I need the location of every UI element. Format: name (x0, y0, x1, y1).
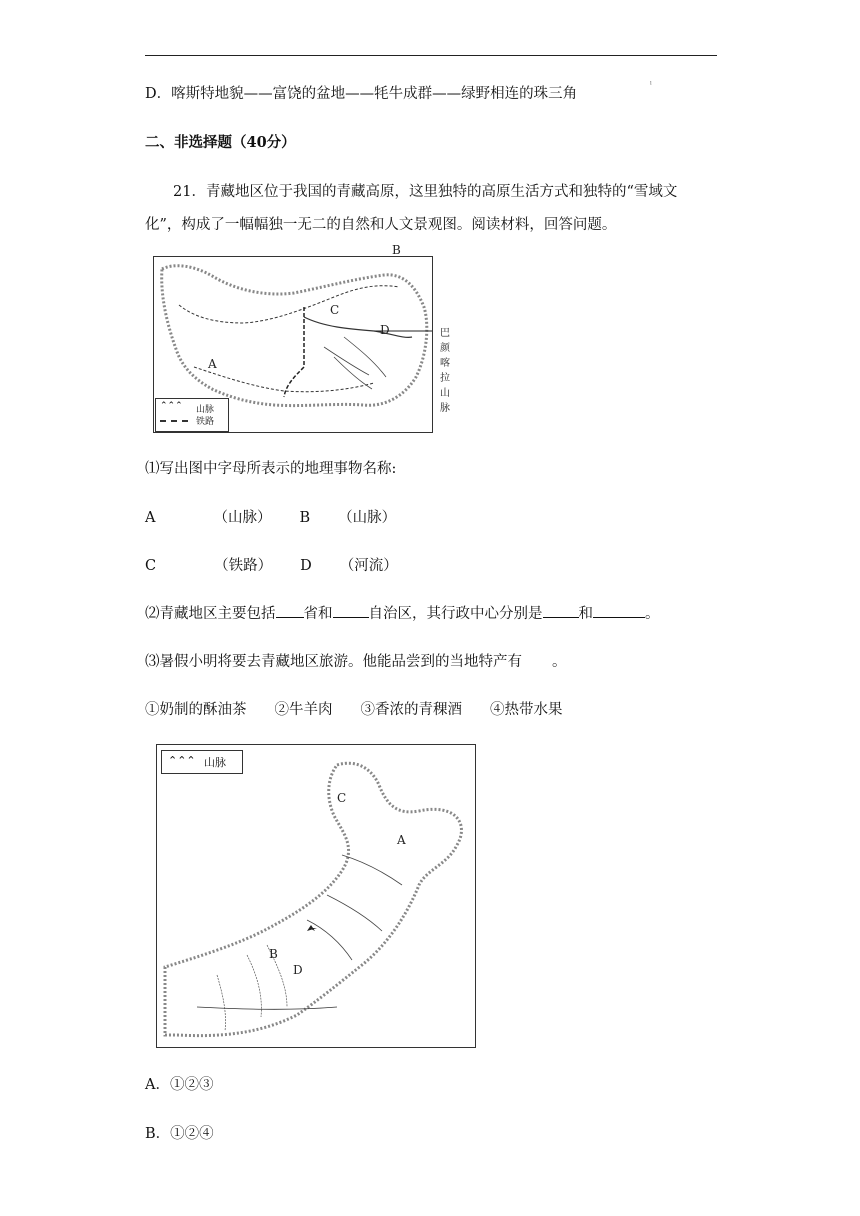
map2-label-b: B (269, 947, 278, 961)
part2-text1: ⑵青藏地区主要包括 (145, 606, 276, 622)
legend-mountain-label: 山脉 (196, 405, 215, 415)
q21-line1: 21．青藏地区位于我国的青藏高原，这里独特的高原生活方式和独特的“雪域文 (173, 184, 678, 200)
part1-row1 (145, 506, 396, 527)
q21-line2: 化”，构成了一幅幅独一无二的自然和人文景观图。阅读材料，回答问题。 (145, 217, 617, 233)
part2-text4: 和 (578, 606, 593, 622)
type-d: （河流） (339, 558, 398, 574)
header-rule (145, 55, 717, 56)
part3-prompt: ⑶暑假小明将要去青藏地区旅游。他能品尝到的当地特产有 (145, 654, 522, 670)
map2-label-d: D (293, 963, 303, 977)
part2-text3: 自治区，其行政中心分别是 (368, 606, 543, 622)
map2-legend-label: 山脉 (204, 756, 226, 769)
label-b: B (299, 510, 311, 526)
part3-choices (145, 698, 563, 719)
map1-label-d: D (380, 323, 390, 337)
answer-b[interactable]: B．①②④ (145, 1126, 214, 1142)
type-a: （山脉） (213, 510, 272, 526)
map1-label-a: A (208, 357, 217, 371)
map2-drawing (157, 745, 475, 1047)
blank-capital2[interactable] (593, 603, 645, 618)
part1-prompt: ⑴写出图中字母所表示的地理事物名称: (145, 461, 397, 477)
northeast-map (156, 744, 476, 1048)
label-c: C (145, 558, 157, 574)
map1-label-c: C (330, 303, 340, 317)
section-title: 二、非选择题（40分） (145, 134, 296, 151)
railway-legend-icon (160, 420, 188, 422)
part1-row2 (145, 554, 398, 575)
mountain-legend-icon: ⌃⌃⌃ (160, 401, 183, 411)
label-a: A (145, 510, 156, 526)
choice-4: ④热带水果 (490, 702, 563, 718)
choice-3: ③香浓的青稞酒 (360, 702, 462, 718)
blank-province[interactable] (276, 603, 304, 618)
answer-a[interactable]: A．①②③ (145, 1077, 214, 1093)
part2-text5: 。 (645, 606, 660, 622)
map2-legend (161, 750, 243, 774)
tick-mark: ˡ (650, 80, 652, 89)
mountain-legend-icon: ⌃⌃⌃ (168, 754, 196, 767)
label-d: D (300, 558, 312, 574)
choice-2: ②牛羊肉 (274, 702, 333, 718)
part3-end: 。 (552, 654, 567, 670)
map2-label-a: A (397, 833, 406, 847)
type-b: （山脉） (338, 510, 397, 526)
blank-region[interactable] (333, 603, 369, 618)
choice-1: ①奶制的酥油茶 (145, 702, 247, 718)
legend-railway-label: 铁路 (196, 417, 215, 427)
blank-capital1[interactable] (543, 603, 579, 618)
part2-text2: 省和 (303, 606, 333, 622)
map1-legend (155, 398, 229, 432)
map1-label-b: B (392, 243, 401, 257)
map2-label-c: C (337, 791, 347, 805)
part2-question (145, 602, 660, 623)
qinghai-tibet-map (153, 243, 450, 433)
map1-callout: 巴颜喀拉山脉 (440, 328, 450, 414)
option-d: D．喀斯特地貌——富饶的盆地——牦牛成群——绿野相连的珠三角 (145, 86, 578, 102)
part3-question (145, 650, 567, 671)
type-c: （铁路） (214, 558, 273, 574)
